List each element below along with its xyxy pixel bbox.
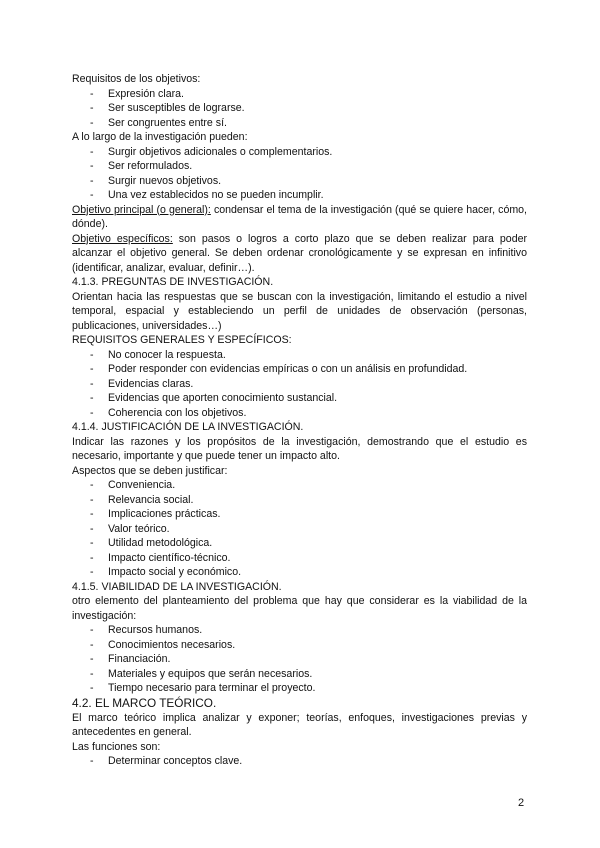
list-item: - Coherencia con los objetivos.	[72, 406, 527, 421]
paragraph-text: otro elemento del planteamiento del problema que hay que considerar es la viabilidad de la investigación:	[72, 595, 527, 622]
list-item: - Surgir objetivos adicionales o complementarios.	[72, 145, 527, 160]
list-item: - Conocimientos necesarios.	[72, 638, 527, 653]
paragraph	[72, 464, 527, 479]
paragraph-text: REQUISITOS GENERALES Y ESPECÍFICOS:	[72, 334, 292, 346]
paragraph-text: Las funciones son:	[72, 740, 161, 753]
list-item: - Relevancia social.	[72, 493, 527, 508]
paragraph-text: Indicar las razones y los propósitos de la investigación, demostrando que el estudio es necesario, importante y que puede tener un impacto alto.	[72, 435, 527, 462]
paragraph	[72, 72, 527, 87]
bullet-list	[72, 478, 527, 580]
list-item: - Una vez establecidos no se pueden incumplir.	[72, 188, 527, 203]
list-item: - Determinar conceptos clave.	[72, 754, 527, 769]
term-label: Objetivo específicos:	[72, 232, 173, 245]
paragraph-text: condensar el tema de la investigación (qué se quiere hacer, cómo, dónde).	[72, 203, 527, 230]
paragraph	[72, 130, 527, 145]
paragraph-text: Aspectos que se deben justificar:	[72, 464, 228, 477]
list-item: - Tiempo necesario para terminar el proyecto.	[72, 681, 527, 696]
bullet-list	[72, 145, 527, 203]
section-heading	[72, 696, 527, 711]
section-heading	[72, 580, 527, 595]
paragraph	[72, 435, 527, 464]
list-item: - Poder responder con evidencias empíricas o con un análisis en profundidad.	[72, 362, 527, 377]
page-number: 2	[518, 797, 525, 809]
list-item: - Expresión clara.	[72, 87, 527, 102]
paragraph	[72, 203, 527, 232]
list-item: - Ser congruentes entre sí.	[72, 116, 527, 131]
section-heading	[72, 275, 527, 290]
document-body	[72, 72, 527, 769]
paragraph-text: son pasos o logros a corto plazo que se deben realizar para poder alcanzar el objetivo general. Se deben ordenar cronológicamente y se expresan en infinitivo (identificar, analizar, evaluar, definir…).	[72, 232, 528, 274]
section-heading	[72, 333, 527, 348]
list-item: - Materiales y equipos que serán necesarios.	[72, 667, 527, 682]
list-item: - Evidencias que aporten conocimiento sustancial.	[72, 391, 527, 406]
list-item: - Implicaciones prácticas.	[72, 507, 527, 522]
paragraph-text: A lo largo de la investigación pueden:	[72, 131, 248, 143]
paragraph-text: 4.2. EL MARCO TEÓRICO.	[72, 695, 217, 710]
list-item: - Evidencias claras.	[72, 377, 527, 392]
term-label: Objetivo principal (o general):	[72, 203, 211, 216]
list-item: - Surgir nuevos objetivos.	[72, 174, 527, 189]
list-item: - Conveniencia.	[72, 478, 527, 493]
list-item: - Valor teórico.	[72, 522, 527, 537]
paragraph-text: 4.1.3. PREGUNTAS DE INVESTIGACIÓN.	[72, 276, 274, 288]
paragraph	[72, 711, 527, 740]
paragraph	[72, 594, 527, 623]
list-item: - Utilidad metodológica.	[72, 536, 527, 551]
paragraph	[72, 740, 527, 755]
section-heading	[72, 420, 527, 435]
paragraph-text: El marco teórico implica analizar y exponer; teorías, enfoques, investigaciones previas y antecedentes en general.	[72, 711, 527, 738]
paragraph-text: Orientan hacia las respuestas que se buscan con la investigación, limitando el estudio a nivel temporal, espacial y estableciendo un perfil de unidades de observación (personas, publicaciones, universidades…)	[72, 290, 527, 332]
list-item: - Ser susceptibles de lograrse.	[72, 101, 527, 116]
bullet-list	[72, 623, 527, 696]
list-item: - Financiación.	[72, 652, 527, 667]
paragraph	[72, 232, 527, 276]
paragraph	[72, 290, 527, 334]
paragraph-text: 4.1.4. JUSTIFICACIÓN DE LA INVESTIGACIÓN.	[72, 421, 304, 433]
paragraph-text: Requisitos de los objetivos:	[72, 73, 201, 85]
bullet-list	[72, 87, 527, 131]
bullet-list	[72, 754, 527, 769]
list-item: - No conocer la respuesta.	[72, 348, 527, 363]
list-item: - Impacto social y económico.	[72, 565, 527, 580]
list-item: - Ser reformulados.	[72, 159, 527, 174]
list-item: - Impacto científico-técnico.	[72, 551, 527, 566]
list-item: - Recursos humanos.	[72, 623, 527, 638]
bullet-list	[72, 348, 527, 421]
paragraph-text: 4.1.5. VIABILIDAD DE LA INVESTIGACIÓN.	[72, 580, 282, 593]
